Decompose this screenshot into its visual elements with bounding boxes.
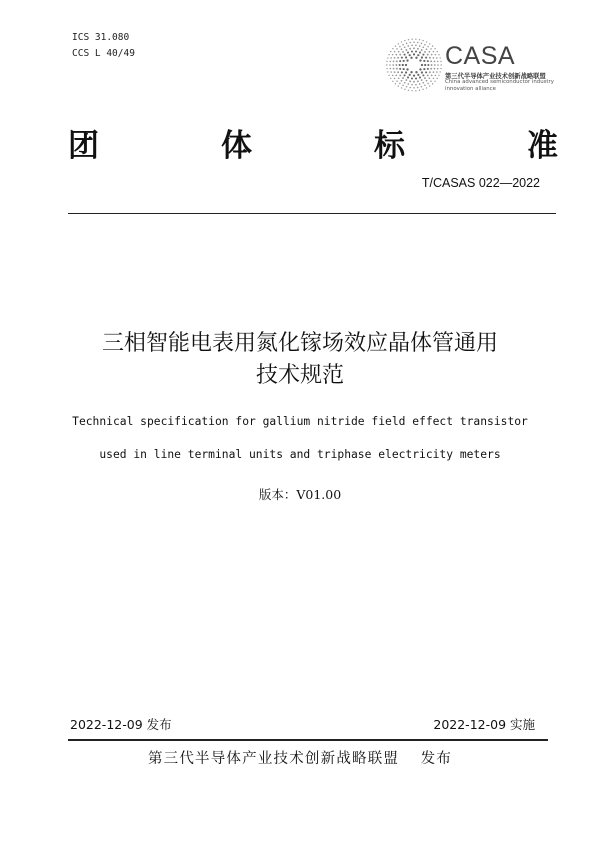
logo-dot bbox=[415, 84, 417, 86]
logo-dot bbox=[386, 68, 387, 69]
logo-dot bbox=[405, 71, 407, 73]
logo-dot bbox=[431, 54, 433, 56]
logo-dot bbox=[433, 78, 435, 80]
logo-dot bbox=[439, 57, 440, 58]
logo-dot bbox=[408, 90, 409, 91]
logo-dot bbox=[417, 80, 419, 82]
logo-dot bbox=[399, 46, 401, 48]
logo-dot bbox=[430, 48, 432, 50]
logo-dot bbox=[421, 71, 423, 73]
logo-dot bbox=[410, 71, 412, 73]
logo-dot bbox=[433, 57, 435, 59]
logo-dot bbox=[399, 68, 401, 70]
ics-code: ICS 31.080 bbox=[72, 32, 130, 43]
logo-dot bbox=[434, 64, 436, 66]
logo-dot bbox=[434, 61, 436, 63]
logo-dot bbox=[421, 49, 423, 51]
logo-dot bbox=[401, 87, 402, 88]
logo-dot bbox=[413, 53, 415, 55]
logo-dot bbox=[434, 68, 436, 70]
logo-dot bbox=[419, 68, 421, 70]
logo-dot bbox=[398, 85, 399, 86]
logo-dot bbox=[399, 54, 401, 56]
logo-dot bbox=[438, 54, 439, 55]
logo-dot bbox=[397, 57, 399, 59]
logo-dot bbox=[441, 64, 442, 65]
logo-dot bbox=[417, 48, 419, 50]
logo-dot bbox=[423, 68, 425, 70]
logo-dot bbox=[394, 51, 396, 53]
logo-dot bbox=[421, 64, 423, 66]
logo-dot bbox=[403, 60, 405, 62]
logo-dot bbox=[431, 75, 433, 77]
logo-dot bbox=[398, 43, 399, 44]
logo-name: CASA bbox=[445, 42, 516, 70]
logo-dot bbox=[434, 81, 435, 82]
logo-dot bbox=[404, 40, 405, 41]
standard-char: 体 bbox=[221, 128, 254, 164]
logo-dot bbox=[390, 68, 392, 70]
logo-dot bbox=[436, 71, 438, 73]
logo-dot bbox=[425, 71, 427, 73]
logo-dot bbox=[435, 54, 437, 56]
logo-dot bbox=[419, 83, 421, 85]
logo-dot bbox=[415, 44, 417, 46]
logo-dot bbox=[415, 78, 417, 80]
logo-dot bbox=[430, 60, 432, 62]
logo-dot bbox=[387, 71, 388, 72]
logo-dot bbox=[392, 54, 394, 56]
logo-dot bbox=[413, 75, 415, 77]
logo-dot bbox=[390, 61, 392, 63]
logo-dot bbox=[388, 75, 389, 76]
logo-dot bbox=[402, 77, 404, 79]
logo-dot bbox=[399, 60, 401, 62]
logo-dot bbox=[437, 51, 438, 52]
logo-dot bbox=[426, 80, 428, 82]
logo-dot bbox=[422, 54, 424, 56]
logo-dot bbox=[402, 64, 404, 66]
logo-dot bbox=[424, 85, 426, 87]
logo-dot bbox=[397, 71, 399, 73]
logo-dot bbox=[394, 78, 396, 80]
logo-dot bbox=[407, 52, 409, 54]
casa-dotted-sphere-icon bbox=[385, 36, 443, 94]
logo-dot bbox=[425, 57, 427, 59]
logo-dot bbox=[395, 54, 397, 56]
publish-date: 2022-12-09 发布 bbox=[70, 717, 172, 732]
logo-dot bbox=[429, 43, 430, 44]
logo-dot bbox=[401, 48, 403, 50]
logo-dot bbox=[432, 83, 433, 84]
logo-en-text: China advanced semiconductor industry innovation alliance bbox=[445, 79, 554, 92]
logo-dot bbox=[427, 54, 429, 56]
logo-dot bbox=[438, 75, 439, 76]
logo-dot bbox=[399, 64, 401, 66]
logo-dot bbox=[422, 89, 423, 90]
logo-dot bbox=[433, 51, 435, 53]
logo-dot bbox=[402, 51, 404, 53]
logo-dot bbox=[431, 64, 433, 66]
logo-dot bbox=[390, 78, 391, 79]
logo-dot bbox=[395, 75, 397, 77]
logo-dot bbox=[404, 82, 406, 84]
logo-dot bbox=[429, 57, 431, 59]
implement-date: 2022-12-09 实施 bbox=[433, 717, 535, 732]
logo-dot bbox=[435, 75, 437, 77]
logo-dot bbox=[404, 74, 406, 76]
logo-dot bbox=[427, 74, 429, 76]
logo-dot bbox=[396, 48, 398, 50]
logo-dot bbox=[415, 71, 417, 73]
logo-dot bbox=[424, 64, 426, 66]
logo-dot bbox=[429, 51, 431, 53]
logo-dot bbox=[419, 59, 421, 61]
logo-dot bbox=[406, 43, 408, 45]
logo-dot bbox=[409, 42, 411, 44]
logo-dot bbox=[392, 64, 394, 66]
logo-dot bbox=[421, 43, 423, 45]
logo-dot bbox=[427, 60, 429, 62]
logo-dot bbox=[415, 39, 416, 40]
publisher: 第三代半导体产业技术创新战略联盟 发布 bbox=[147, 751, 453, 767]
logo-dot bbox=[421, 79, 423, 81]
standard-char: 团 bbox=[68, 128, 101, 164]
logo-dot bbox=[424, 44, 426, 46]
logo-dot bbox=[413, 87, 415, 89]
logo-dot bbox=[405, 49, 407, 51]
logo-dot bbox=[405, 79, 407, 81]
logo-dot bbox=[389, 64, 391, 66]
logo-dot bbox=[404, 54, 406, 56]
logo-dot bbox=[430, 68, 432, 70]
logo-dot bbox=[437, 78, 438, 79]
logo-dot bbox=[437, 64, 439, 66]
logo-dot bbox=[409, 74, 411, 76]
logo-dot bbox=[433, 71, 435, 73]
logo-dot bbox=[413, 81, 415, 83]
logo-dot bbox=[437, 61, 439, 63]
logo-dot bbox=[396, 60, 398, 62]
logo-dot bbox=[426, 87, 427, 88]
logo-cn-text: 第三代半导体产业技术创新战略联盟 bbox=[445, 73, 546, 80]
logo-dot bbox=[396, 68, 398, 70]
logo-dot bbox=[437, 68, 439, 70]
logo-dot bbox=[404, 46, 406, 48]
logo-dot bbox=[421, 86, 423, 88]
logo-dot bbox=[395, 64, 397, 66]
logo-dot bbox=[419, 52, 421, 54]
logo-dot bbox=[394, 71, 396, 73]
logo-dot bbox=[419, 45, 421, 47]
logo-dot bbox=[395, 45, 396, 46]
logo-dot bbox=[401, 41, 402, 42]
logo-dot bbox=[402, 85, 404, 87]
logo-dot bbox=[392, 81, 393, 82]
logo-dot bbox=[417, 54, 419, 56]
logo-dot bbox=[422, 40, 423, 41]
logo-dot bbox=[440, 61, 441, 62]
logo-dot bbox=[415, 90, 416, 91]
logo-dot bbox=[406, 59, 408, 61]
logo-dot bbox=[432, 45, 433, 46]
logo-dot bbox=[410, 57, 412, 59]
logo-dot bbox=[421, 56, 423, 58]
logo-dot bbox=[393, 61, 395, 63]
logo-dot bbox=[406, 68, 408, 70]
logo-dot bbox=[390, 71, 392, 73]
logo-dot bbox=[427, 68, 429, 70]
logo-dot bbox=[405, 64, 407, 66]
logo-dot bbox=[430, 80, 432, 82]
logo-dot bbox=[407, 76, 409, 78]
logo-dot bbox=[406, 86, 408, 88]
logo-dot bbox=[429, 77, 431, 79]
logo-dot bbox=[401, 71, 403, 73]
logo-dot bbox=[436, 57, 438, 59]
logo-dot bbox=[429, 85, 430, 86]
logo-dot bbox=[429, 71, 431, 73]
logo-dot bbox=[398, 77, 400, 79]
logo-dot bbox=[390, 51, 391, 52]
logo-dot bbox=[419, 39, 420, 40]
logo-core bbox=[408, 59, 420, 71]
logo-dot bbox=[417, 42, 419, 44]
logo-dot bbox=[408, 39, 409, 40]
logo-dot bbox=[413, 47, 415, 49]
logo-dot bbox=[390, 57, 392, 59]
logo-dot bbox=[386, 61, 387, 62]
logo-dot bbox=[427, 46, 429, 48]
logo-dot bbox=[411, 78, 413, 80]
logo-dot bbox=[422, 74, 424, 76]
logo-dot bbox=[399, 74, 401, 76]
logo-dot bbox=[405, 56, 407, 58]
logo-dot bbox=[415, 50, 417, 52]
logo-dot bbox=[395, 83, 396, 84]
logo-dot bbox=[417, 87, 419, 89]
logo-dot bbox=[404, 89, 405, 90]
logo-dot bbox=[409, 87, 411, 89]
logo-dot bbox=[439, 71, 440, 72]
ccs-code: CCS L 40/49 bbox=[72, 48, 135, 59]
logo-dot bbox=[401, 57, 403, 59]
standard-char: 准 bbox=[527, 128, 560, 164]
title-en-line1: Technical specification for gallium nitride field effect transistor bbox=[72, 415, 528, 428]
logo-dot bbox=[424, 77, 426, 79]
logo-dot bbox=[398, 51, 400, 53]
title-en-line2: used in line terminal units and triphase electricity meters bbox=[99, 448, 501, 461]
logo-dot bbox=[419, 90, 420, 91]
logo-dot bbox=[440, 68, 441, 69]
title-cn-line2: 技术规范 bbox=[255, 363, 344, 388]
logo-dot bbox=[399, 83, 401, 85]
logo-dot bbox=[387, 57, 388, 58]
logo-dot bbox=[393, 68, 395, 70]
logo-dot bbox=[401, 80, 403, 82]
logo-dot bbox=[434, 48, 435, 49]
version-label: 版本：V01.00 bbox=[258, 487, 342, 502]
logo-dot bbox=[415, 57, 417, 59]
logo-dot bbox=[409, 80, 411, 82]
logo-dot bbox=[402, 44, 404, 46]
logo-dot bbox=[422, 46, 424, 48]
standard-codes bbox=[72, 30, 135, 62]
standard-number: T/CASAS 022—2022 bbox=[421, 176, 540, 190]
logo-dot bbox=[424, 51, 426, 53]
logo-dot bbox=[407, 45, 409, 47]
standard-type-heading bbox=[68, 120, 560, 165]
logo-dot bbox=[417, 74, 419, 76]
logo-dot bbox=[403, 68, 405, 70]
logo-dot bbox=[423, 60, 425, 62]
logo-dot bbox=[409, 48, 411, 50]
logo-dot bbox=[392, 48, 393, 49]
logo-dot bbox=[394, 57, 396, 59]
logo-dot bbox=[386, 64, 387, 65]
title-cn-line1: 三相智能电表用氮化镓场效应晶体管通用 bbox=[101, 331, 498, 356]
logo-dot bbox=[411, 44, 413, 46]
logo-dot bbox=[411, 90, 412, 91]
logo-dot bbox=[422, 82, 424, 84]
logo-dot bbox=[392, 75, 394, 77]
logo-dot bbox=[419, 76, 421, 78]
logo-dot bbox=[396, 80, 398, 82]
footer-divider bbox=[68, 739, 548, 741]
logo-dot bbox=[411, 84, 413, 86]
logo-dot bbox=[427, 83, 429, 85]
header-divider bbox=[68, 213, 556, 214]
logo-dot bbox=[427, 64, 429, 66]
logo-dot bbox=[388, 54, 389, 55]
logo-dot bbox=[413, 41, 415, 43]
logo-dot bbox=[411, 50, 413, 52]
logo-dot bbox=[411, 39, 412, 40]
standard-char: 标 bbox=[374, 128, 407, 164]
logo-dot bbox=[426, 48, 428, 50]
logo-dot bbox=[409, 54, 411, 56]
logo-dot bbox=[407, 83, 409, 85]
casa-logo bbox=[385, 36, 555, 94]
logo-dot bbox=[426, 41, 427, 42]
